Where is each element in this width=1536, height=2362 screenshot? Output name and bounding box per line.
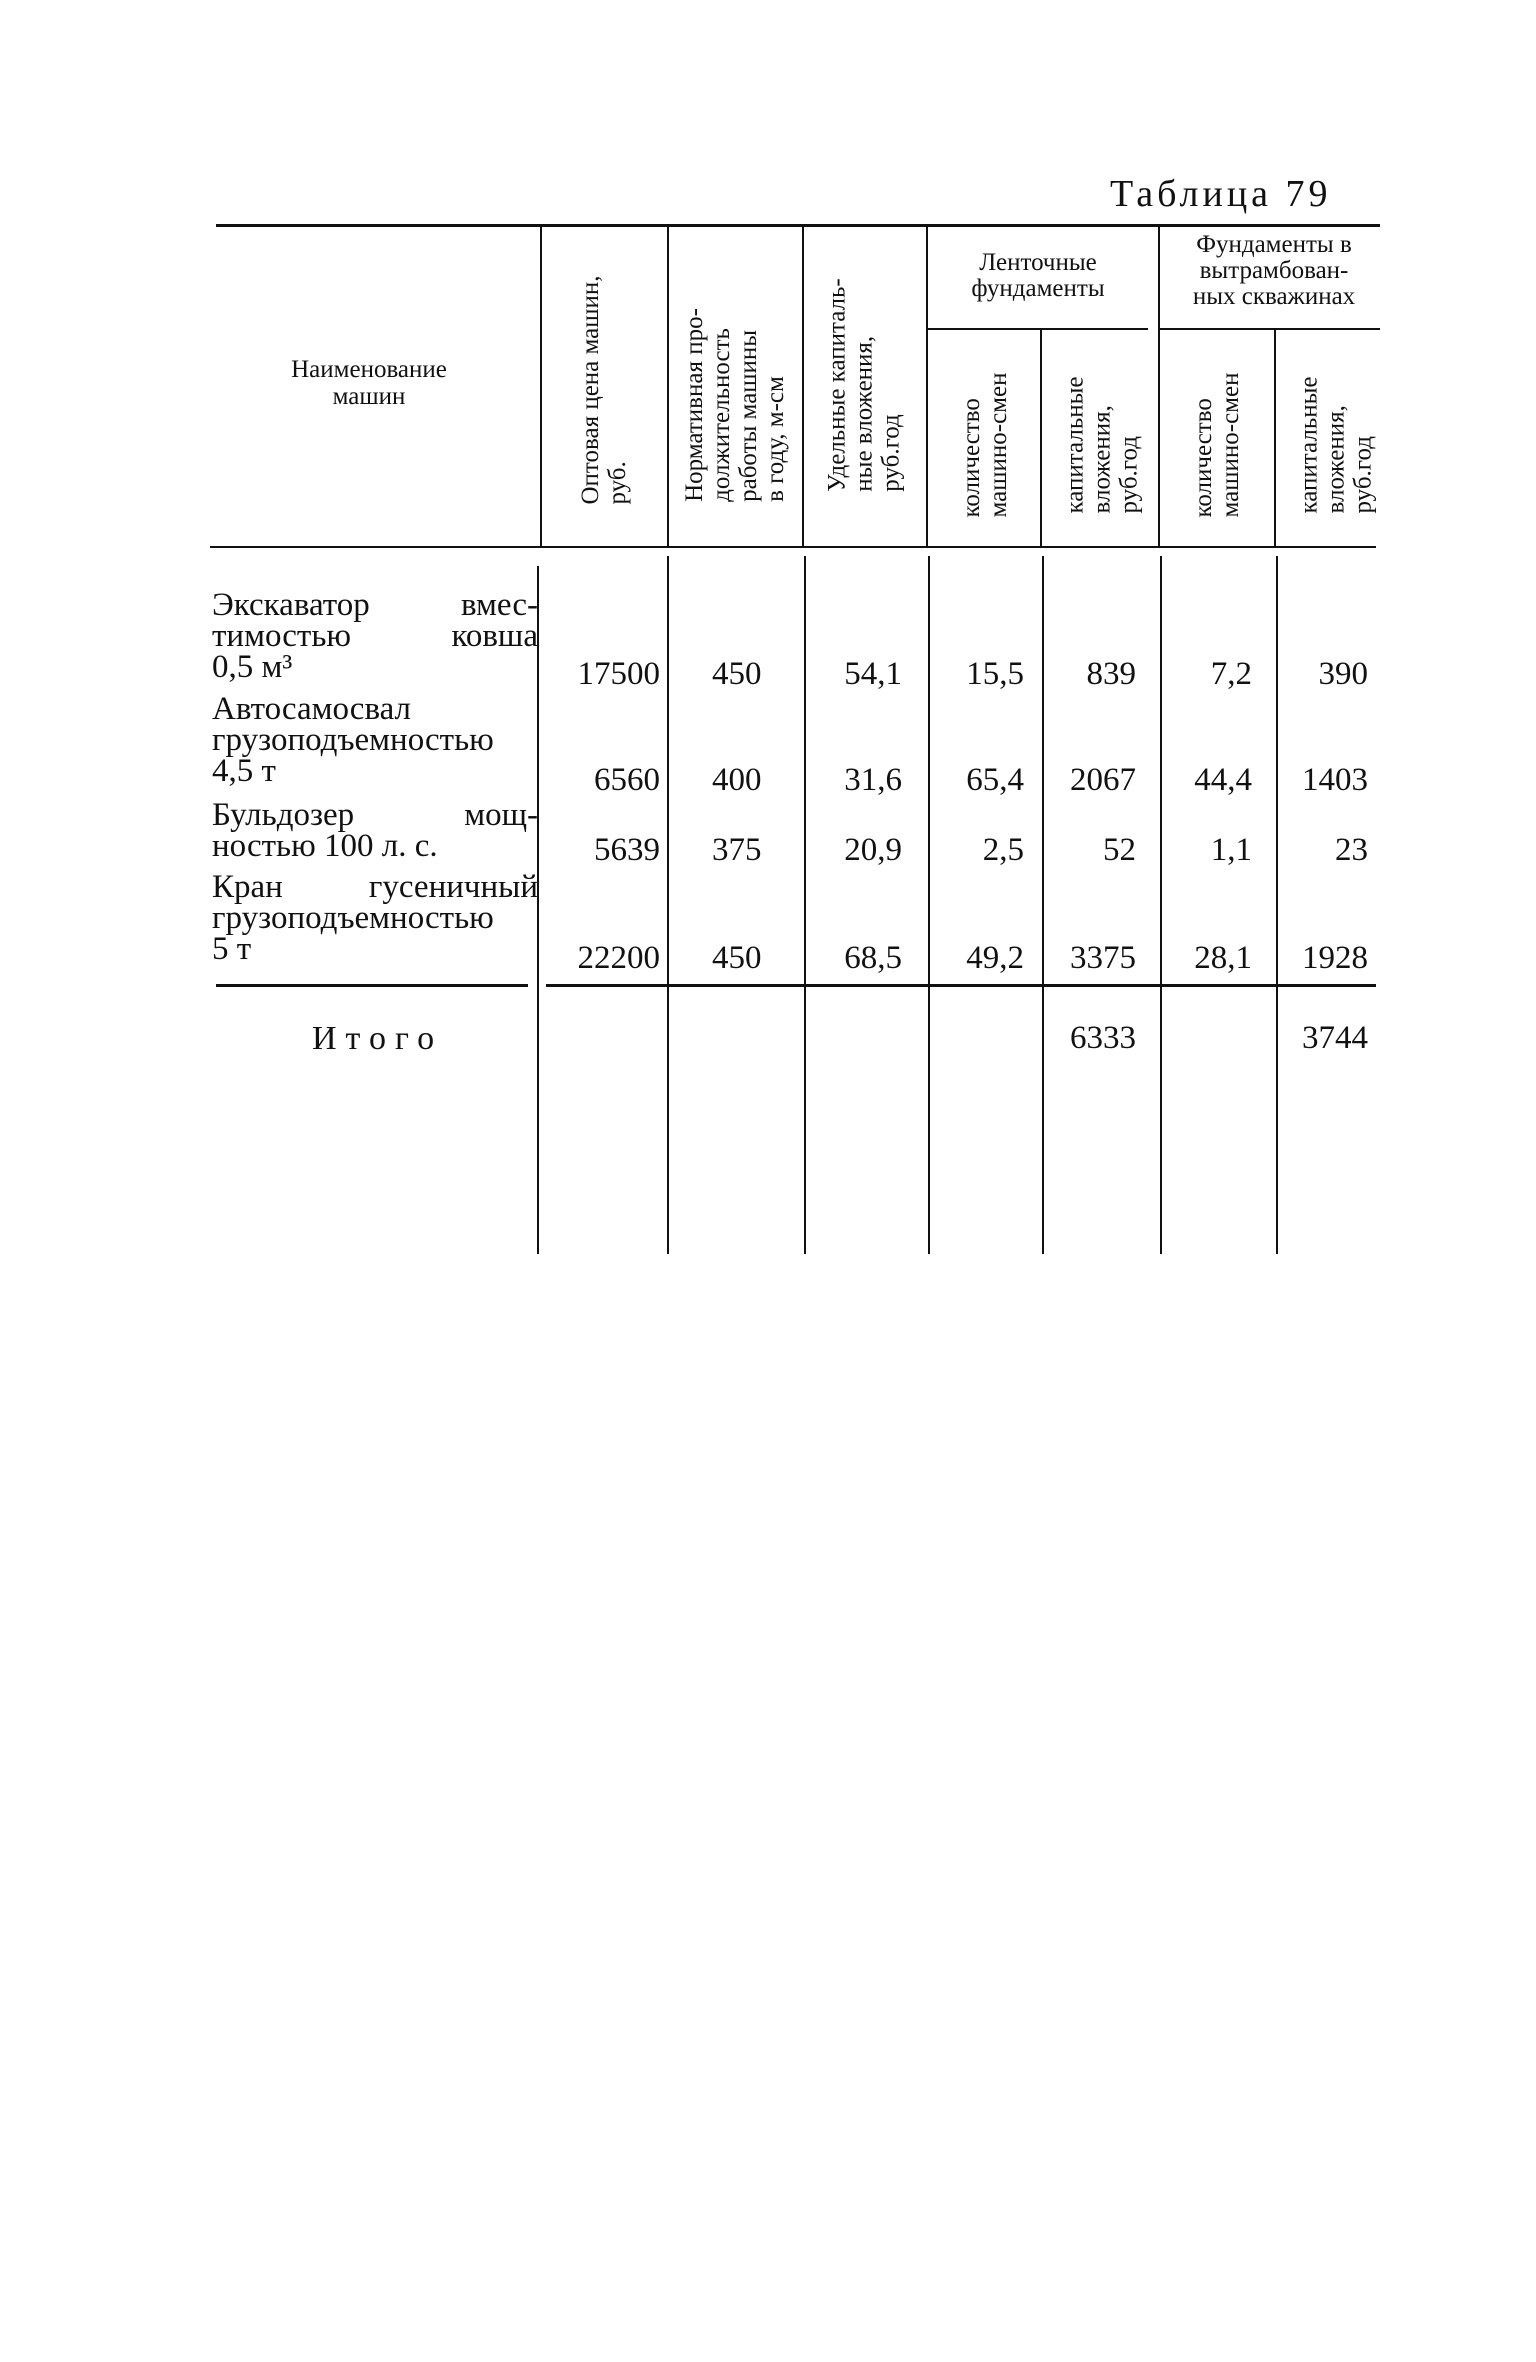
table-top-rule	[216, 224, 1380, 227]
row-2-specific: 31,6	[844, 762, 902, 798]
header-vrule-3	[802, 226, 804, 546]
row-2-name	[212, 691, 538, 789]
header-qty-strip: количество машино-смен	[958, 372, 1012, 518]
row-3-name-line: ностью 100 л. с.	[212, 828, 438, 864]
header-capital-strip: капитальные вложения, руб.год	[1061, 376, 1143, 514]
row-1-capital-strip: 839	[1086, 656, 1136, 692]
row-3-name	[212, 797, 538, 864]
header-bottom-rule	[210, 546, 1376, 548]
row-2-qty-strip: 65,4	[966, 762, 1024, 798]
row-2-capital-wells: 1403	[1302, 762, 1368, 798]
row-3-name-line: Бульдозер мощ-	[212, 797, 538, 833]
row-4-price: 22200	[577, 940, 660, 976]
header-group-wells: Фундаменты в вытрамбован- ных скважинах	[1192, 231, 1356, 310]
total-label: Итого	[312, 1020, 444, 1057]
row-4-name-line: грузоподъемностью	[212, 900, 494, 936]
body-vrule-2	[667, 556, 669, 1254]
body-vrule-5	[1042, 556, 1044, 1254]
row-1-capital-wells: 390	[1318, 656, 1368, 692]
row-2-qty-wells: 44,4	[1194, 762, 1252, 798]
header-vrule-2	[667, 226, 669, 546]
row-3-qty-strip: 2,5	[982, 832, 1024, 868]
body-bottom-rule-right	[546, 984, 1376, 987]
header-price: Оптовая цена машин, руб.	[577, 275, 631, 505]
row-3-capital-strip: 52	[1103, 832, 1136, 868]
row-4-capital-strip: 3375	[1070, 940, 1136, 976]
total-capital-wells: 3744	[1302, 1020, 1368, 1056]
row-4-name-line: Кран гусеничный	[212, 869, 538, 905]
row-2-name-line: Автосамосвал	[212, 691, 411, 727]
row-1-price: 17500	[577, 656, 660, 692]
header-capital-wells: капитальные вложения, руб.год	[1295, 376, 1377, 514]
row-4-capital-wells: 1928	[1302, 940, 1368, 976]
body-vrule-6	[1160, 556, 1162, 1254]
row-3-norm: 375	[712, 832, 762, 868]
row-1-name	[212, 587, 538, 685]
row-2-price: 6560	[594, 762, 660, 798]
header-vrule-1	[540, 226, 542, 546]
row-3-price: 5639	[594, 832, 660, 868]
row-3-capital-wells: 23	[1335, 832, 1368, 868]
row-4-name-line: 5 т	[212, 931, 252, 967]
header-vrule-5	[1040, 330, 1042, 546]
table-title: Таблица 79	[1110, 173, 1332, 215]
body-vrule-4	[928, 556, 930, 1254]
row-3-specific: 20,9	[844, 832, 902, 868]
row-4-qty-strip: 49,2	[966, 940, 1024, 976]
body-vrule-7	[1276, 556, 1278, 1254]
row-4-qty-wells: 28,1	[1194, 940, 1252, 976]
row-1-qty-strip: 15,5	[966, 656, 1024, 692]
row-2-name-line: 4,5 т	[212, 753, 276, 789]
row-4-name	[212, 869, 538, 967]
header-norm: Нормативная про- должительность работы машины в году, м-см	[681, 308, 789, 502]
row-1-norm: 450	[712, 656, 762, 692]
row-4-specific: 68,5	[844, 940, 902, 976]
row-1-name-line: тимостью ковша	[212, 618, 538, 654]
header-name: Наименование машин	[291, 356, 447, 410]
row-2-name-line: грузоподъемностью	[212, 722, 494, 758]
header-vrule-7	[1274, 330, 1276, 546]
row-1-qty-wells: 7,2	[1210, 656, 1252, 692]
header-group-strip: Ленточные фундаменты	[971, 249, 1105, 302]
row-4-norm: 450	[712, 940, 762, 976]
row-1-name-line: Экскаватор вмес-	[212, 587, 538, 623]
row-1-specific: 54,1	[844, 656, 902, 692]
row-2-norm: 400	[712, 762, 762, 798]
body-bottom-rule-left	[216, 984, 528, 987]
total-capital-strip: 6333	[1070, 1020, 1136, 1056]
header-specific: Удельные капиталь- ные вложения, руб.год	[823, 278, 905, 492]
row-2-capital-strip: 2067	[1070, 762, 1136, 798]
row-3-qty-wells: 1,1	[1210, 832, 1252, 868]
group1-rule	[928, 328, 1148, 330]
row-1-name-line: 0,5 м³	[212, 649, 293, 685]
body-vrule-3	[804, 556, 806, 1254]
group2-rule	[1160, 328, 1380, 330]
header-qty-wells: количество машино-смен	[1190, 372, 1244, 518]
